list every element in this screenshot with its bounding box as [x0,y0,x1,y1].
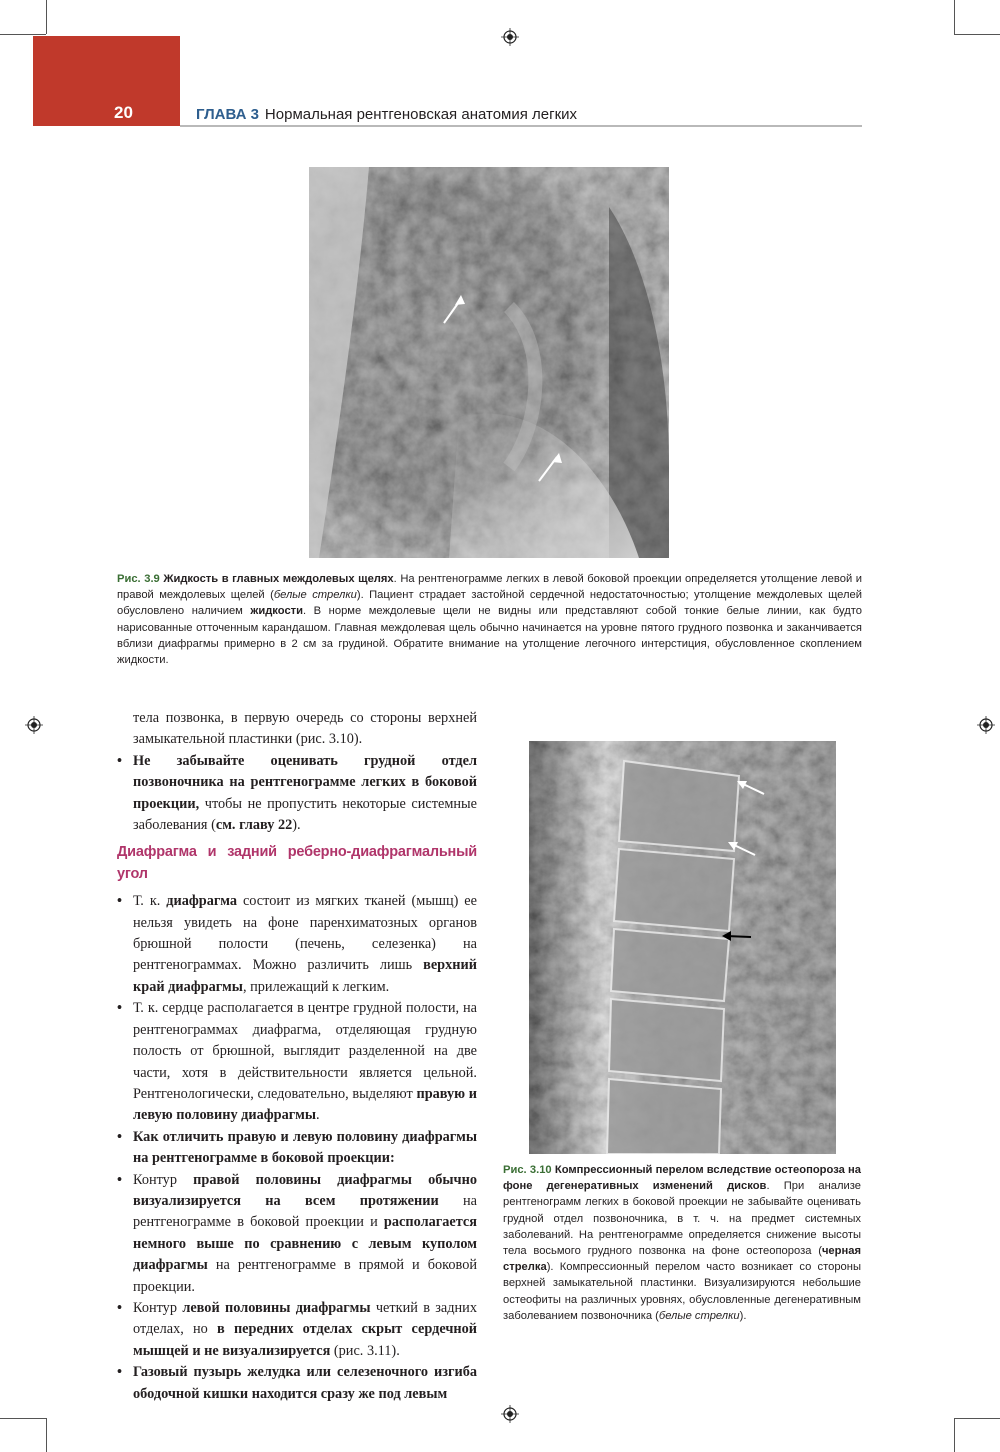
caption-text: ). Пациент страдает застойной сердечной недостаточностью; утолщение междолевых щелей обусловлено наличием [117,589,862,618]
bold-text: Газовый пузырь желудка или селезеночного изгиба ободочной кишки находится сразу же под левым [133,1364,477,1402]
crop-mark [0,34,46,35]
crop-mark [46,1418,47,1452]
list-item [117,1362,477,1405]
figure-3-9-image [309,167,669,558]
caption-bold: черная стрелка [503,1245,861,1274]
text: чтобы не пропустить некоторые системные заболевания ( [133,795,477,834]
caption-text: . При анализе рентгенограмм легких в боковой проекции не забывайте оценивать грудной отдел позвоночника, в т. ч. на предмет системных заболеваний. На рентгенограмме определяется снижение высоты тела восьмого грудного позвонка на фоне остеопороза ( [503,1180,861,1258]
text: Контур [133,1299,183,1316]
crop-mark [0,1418,46,1419]
bold-text: в передних отделах скрыт сердечной мышцей и не визуализируется [133,1321,478,1359]
text: четкий в задних отделах, но [133,1299,477,1338]
text: ). [292,817,301,834]
list-item [117,1127,477,1170]
caption-italic: белые стрелки [658,1309,740,1322]
crop-mark [46,0,47,34]
crop-mark [954,1418,1000,1419]
chest-xray-lateral-icon [309,167,669,558]
bold-text: верхний край диафрагмы [133,957,477,995]
text: на рентгенограмме в боковой проекции и [133,1192,477,1231]
text: , прилежащий к легким. [242,978,390,995]
bullet-list [117,751,477,837]
caption-text: . В норме междолевые щели не видны или представляют собой тонкие белые линии, как будто нарисованные отточенным карандашом. Главная междолевая щель обычно начинается на уровне пятого грудного позвонка и заканчивается вблизи диафрагмы примерно в 2 см за грудиной. Обратите внимание на утолщение легочного интерстиция, обусловленное скоплением жидкости. [117,605,862,667]
list-item [117,1298,477,1362]
registration-mark-icon [25,716,43,734]
figure-3-10-image [529,741,836,1154]
bullet-list [117,891,477,1405]
bold-text: правой половины диафрагмы обычно визуализируется на всем протяжении [133,1171,477,1209]
registration-mark-icon [501,1405,519,1423]
crop-mark [954,1418,955,1452]
text: на рентгенограмме в прямой и боковой проекции. [133,1257,477,1295]
page-number-tab [33,36,180,126]
figure-title: Компрессионный перелом вследствие остеопороза на фоне дегенеративных изменений дисков [503,1164,862,1193]
text: Контур [133,1171,194,1188]
text: Т. к. [133,893,167,910]
paragraph: тела позвонка, в первую очередь со стороны верхней замыкательной пластинки (рис. 3.10). [133,710,477,748]
caption-italic: белые стрелки [273,589,357,602]
figure-label: Рис. 3.10 [503,1164,552,1176]
list-item [117,1170,477,1298]
list-item [117,891,477,998]
crop-mark [954,34,1000,35]
spine-xray-lateral-icon [529,741,836,1154]
section-heading: Диафрагма и задний реберно-диафрагмальный угол [117,844,477,882]
caption-bold: жидкости [250,605,304,618]
figure-3-9-caption [117,571,862,668]
body-text [117,708,477,1405]
running-header [196,106,577,123]
bold-text: правую и левую половину диафрагмы [133,1085,477,1124]
bold-text: Как отличить правую и левую половину диафрагмы на рентгенограмме в боковой проекции: [133,1128,477,1167]
registration-mark-icon [977,716,995,734]
page-number: 20 [114,103,133,122]
text: . [316,1107,320,1124]
bold-text: Не забывайте оценивать грудной отдел позвоночника на рентгенограмме легких в боковой проекции, [133,752,477,812]
header-divider [180,125,862,127]
figure-label: Рис. 3.9 [117,573,160,585]
text: Т. к. сердце располагается в центре грудной полости, на рентгенограммах диафрагма, отделяющая грудную полость от брюшной, выглядит разделенной на две части, хотя в действительности является цельной. Рентгенологически, следовательно, выделяют [133,1000,477,1102]
list-item [117,998,477,1126]
bold-text: располагается немного выше по сравнению с левым куполом диафрагмы [133,1214,477,1274]
chapter-label: ГЛАВА 3 [196,106,259,123]
cross-reference: см. главу 22 [215,817,293,834]
text: состоит из мягких тканей (мышц) ее нельзя увидеть на фоне паренхиматозных органов брюшной полости (печень, селезенка) на рентгенограммах. Можно различить лишь [133,893,478,974]
chapter-title: Нормальная рентгеновская анатомия легких [264,106,578,123]
caption-text: ). Компрессионный перелом часто возникает со стороны верхней замыкательной пластинки. Визуализируются небольшие остеофиты на различных уровнях, обусловленные дегенеративным заболеванием позвоночника ( [503,1261,861,1322]
list-item [117,751,477,837]
caption-text: ). [739,1309,747,1322]
registration-mark-icon [501,28,519,46]
text: (рис. 3.11). [330,1342,400,1359]
bold-text: левой половины диафрагмы [182,1299,371,1316]
bold-text: диафрагма [166,893,237,910]
figure-title: Жидкость в главных междолевых щелях [163,573,394,585]
figure-3-10-caption [503,1162,861,1324]
caption-text: . На рентгенограмме легких в левой боковой проекции определяется утолщение левой и правой междолевых щелей ( [117,573,862,602]
crop-mark [954,0,955,34]
